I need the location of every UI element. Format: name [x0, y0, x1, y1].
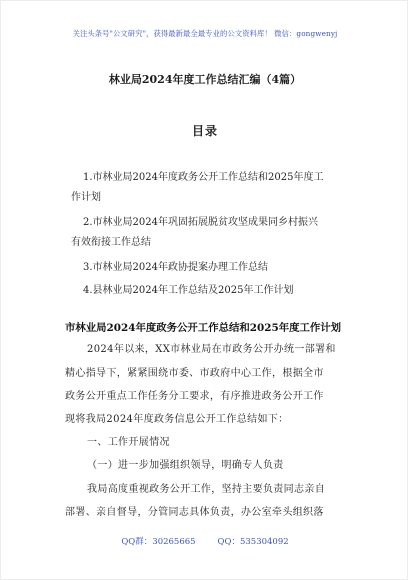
section-heading-2: （一）进一步加强组织领导，明确专人负责	[87, 460, 284, 471]
section-title: 市林业局2024年度政务公开工作总结和2025年度工作计划	[65, 322, 342, 334]
qq-contact: QQ：535304092	[217, 537, 289, 547]
toc-heading: 目录	[191, 124, 218, 138]
contact-footer	[1, 535, 408, 547]
toc-item-2-cont: 有效衔接工作总结	[71, 237, 151, 248]
paragraph-line: 我局高度重视政务公开工作，坚持主要负责同志亲自	[87, 484, 326, 495]
toc-item-4: 4.县林业局2024年工作总结及2025年工作计划	[83, 285, 294, 296]
paragraph-line: 现将我局2024年度政务信息公开工作总结如下：	[65, 414, 289, 425]
document-title: 林业局2024年度工作总结汇编（4篇）	[108, 73, 302, 86]
paragraph-line: 2024年以来，XX市林业局在市政务公开办统一部署和	[87, 344, 336, 355]
paragraph-line: 部署、亲自督导，分管同志具体负责，办公室牵头组织落	[65, 507, 324, 518]
paragraph-line: 精心指导下，紧紧围绕市委、市政府中心工作，根据全市	[65, 368, 324, 379]
section-heading-1: 一、工作开展情况	[87, 437, 170, 448]
promo-banner: 关注头条号"公文研究"，获得最新最全最专业的公文资料库！ 微信：gongwenyj	[72, 29, 338, 38]
paragraph-line: 政务公开重点工作任务分工要求，有序推进政务公开工作	[65, 391, 324, 402]
qq-group: QQ群：30265665	[121, 537, 196, 547]
toc-item-1-cont: 作计划	[71, 192, 101, 203]
toc-item-2: 2.市林业局2024年巩固拓展脱贫攻坚成果同乡村振兴	[83, 217, 318, 228]
toc-item-1: 1.市林业局2024年度政务公开工作总结和2025年度工	[83, 172, 324, 183]
toc-item-3: 3.市林业局2024年政协提案办理工作总结	[83, 262, 268, 273]
